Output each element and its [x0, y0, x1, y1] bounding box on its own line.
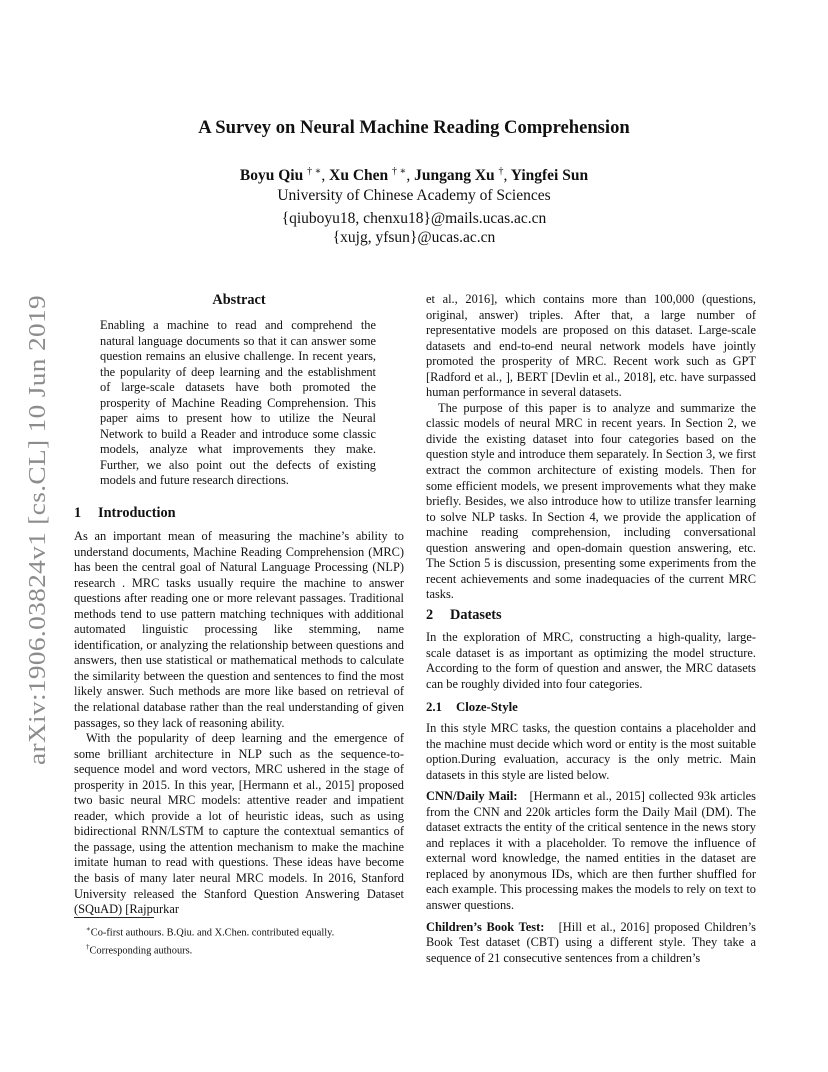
- paragraph: et al., 2016], which contains more than 100,000 (questions, original, answer) triples. After that, a large number of representative models are proposed on this dataset. Large-scale datasets and end-to-end neural network models have jointly promoted the prosperity of MRC. Recent work such as GPT [Radford et al., ], BERT [Devlin et al., 2018], etc. have surpassed human performance in several datasets.: [426, 292, 756, 400]
- author-marks: † ∗: [392, 166, 407, 177]
- introduction-continued: [426, 292, 756, 603]
- subsection-heading-cloze-style: [426, 700, 518, 715]
- email-line: {qiuboyu18, chenxu18}@mails.ucas.ac.cn: [281, 210, 547, 227]
- section-title: Introduction: [98, 505, 176, 521]
- paragraph: As an important mean of measuring the machine’s ability to understand documents, Machine Reading Comprehension (MRC) has been the central goal of Natural Language Processing (NLP) research . MRC tasks usually require the machine to answer questions after reading one or more relevant passages. Traditional methods tend to use pattern matching techniques with additional automated linguistic processing like stemming, name identification, or analyzing the relationship between questions and answers, then use statistical or mathematical methods to calculate the similarity between the question and sentences to find the most likely answer. Such methods are more like based on retrieval of the relational database rather than the real understanding of given passages, so they lack of reasoning ability.: [74, 529, 404, 730]
- paragraph: With the popularity of deep learning and the emergence of some brilliant architecture in NLP such as the sequence-to-sequence model and word vectors, MRC ushered in the stage of prosperity in 2015. In this year, [Hermann et al., 2015] proposed two basic neural MRC models: attentive reader and impatient reader, which provide a lot of heuristic ideas, such as using bidirectional RNN/LSTM to capture the contextual semantics of the passage, using the attention mechanism to make the machine imitate human to read with questions. These ideas have become the basis of many later neural MRC models. In 2016, Stanford University released the Stanford Question Answering Dataset (SQuAD) [Rajpurkar: [74, 731, 404, 917]
- paragraph: In the exploration of MRC, constructing a high-quality, large-scale dataset is as important as optimizing the model structure. According to the form of question and answer, the MRC datasets can be roughly divided into four categories.: [426, 630, 756, 691]
- abstract-heading: Abstract: [212, 292, 266, 308]
- author-separator: ,: [503, 167, 508, 185]
- footnote-mark: ∗: [86, 925, 91, 933]
- section-title: Datasets: [450, 607, 502, 623]
- cloze-style-body: [426, 721, 756, 966]
- footnote: [74, 940, 404, 958]
- author-marks: † ∗: [307, 166, 322, 177]
- section-heading-datasets: [426, 607, 502, 624]
- footnote: [74, 922, 404, 940]
- paper-title: A Survey on Neural Machine Reading Comprehension: [198, 117, 630, 138]
- author-separator: ,: [406, 167, 411, 185]
- paragraph-text: [Hermann et al., 2015] collected 93k articles from the CNN and 220k articles form the Daily Mail (DM). The dataset extracts the entity of the critical sentence in the news story and replaces it with a placeholder. To remove the influence of external word knowledge, the named entities in the dataset are replaced by anonymous IDs, which are then further shuffled for each example. This processing makes the models to rely on text to answer questions.: [426, 789, 757, 913]
- footnotes: [74, 922, 404, 959]
- affiliation: University of Chinese Academy of Sciences: [277, 187, 551, 204]
- footnote-mark: †: [86, 943, 90, 952]
- subsection-number: 2.1: [426, 700, 442, 714]
- author-name: Yingfei Sun: [510, 167, 589, 185]
- abstract-body: [100, 318, 376, 489]
- dataset-paragraph-cbt: [426, 920, 756, 967]
- paragraph: In this style MRC tasks, the question contains a placeholder and the machine must decide which word or entity is the most suitable option.During evaluation, accuracy is the only metric. Main datasets in this style are listed below.: [426, 721, 756, 782]
- run-in-heading: CNN/Daily Mail:: [426, 789, 518, 804]
- author-name: Boyu Qiu: [239, 167, 304, 185]
- arxiv-identifier-stamp: [22, 290, 52, 765]
- author-name: Xu Chen: [329, 167, 389, 185]
- paragraph: The purpose of this paper is to analyze and summarize the classic models of neural MRC in recent years. In Section 2, we divide the existing dataset into four categories based on the question style and introduce them separately. In Section 3, we first extract the common architecture of existing models. Then for some efficient models, we present improvements what they make briefly. Besides, we also introduce how to utilize transfer learning to solve NLP tasks. In Section 4, we provide the application of machine reading comprehension, including conversational question answering and open-domain question answering, etc. The Sction 5 is discussion, presenting some experiments from the recent achievements and some inadequacies of the current MRC tasks.: [426, 400, 756, 602]
- datasets-body: [426, 630, 756, 692]
- introduction-body: [74, 529, 404, 918]
- author-name: Jungang Xu: [414, 167, 495, 185]
- dataset-paragraph-cnn: [426, 789, 756, 913]
- section-number: 1: [74, 505, 82, 521]
- author-separator: ,: [321, 167, 326, 185]
- footnote-text: Co-first authours. B.Qiu. and X.Chen. contributed equally.: [90, 927, 335, 939]
- abstract-text: Enabling a machine to read and comprehend the natural language documents so that it can answer some question remains an elusive challenge. In recent years, the popularity of deep learning and the establishment of large-scale datasets have both promoted the prosperity of Machine Reading Comprehension. This paper aims to present how to utilize the Neural Network to build a Reader and introduce some classic models, analyze what improvements they make. Further, we also point out the defects of existing models and future research directions.: [100, 318, 376, 488]
- paragraph-text: [Hill et al., 2016] proposed Children’s Book Test dataset (CBT) using a different style. They take a sequence of 21 consecutive sentences from a children’s: [426, 919, 756, 965]
- arxiv-stamp-svg: [22, 290, 52, 765]
- email-line: {xujg, yfsun}@ucas.ac.cn: [332, 229, 496, 246]
- run-in-heading: Children’s Book Test:: [426, 919, 545, 934]
- author-marks: †: [498, 166, 504, 177]
- arxiv-stamp-text: arXiv:1906.03824v1 [cs.CL] 10 Jun 2019: [25, 352, 51, 765]
- footnote-text: Corresponding authours.: [89, 945, 193, 957]
- subsection-title: Cloze-Style: [456, 700, 518, 714]
- author-list: [0, 166, 828, 185]
- footnote-rule: [74, 917, 154, 918]
- section-number: 2: [426, 607, 434, 623]
- section-heading-introduction: [74, 505, 176, 522]
